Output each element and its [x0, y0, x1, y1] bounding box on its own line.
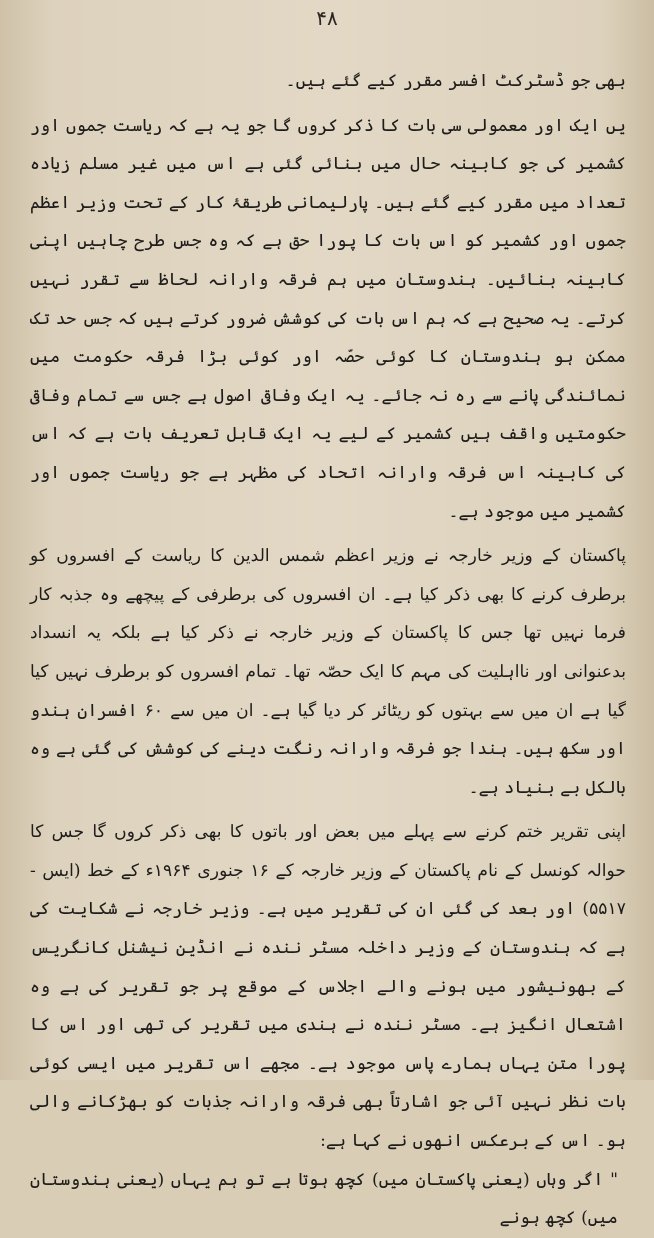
paragraph-2: یں ایک اور معمولی سی بات کا ذکر کروں گا جو یہ ہے کہ ریاست جموں اور کشمیر کی جو کابینہ حال میں بنائی گئی ہے اس میں غیر مسلم زیادہ تعداد میں مقرر کیے گئے ہیں۔ پارلیمانی طریقۂ کار کے تحت وزیر اعظم جموں اور کشمیر کو اس بات کا پورا حق ہے کہ وہ جس طرح چاہیں اپنی کابینہ بنائیں۔ ہندوستان میں ہم فرقہ وارانہ لحاظ سے تقرر نہیں کرتے۔ یہ صحیح ہے کہ ہم اس بات کی کوشش ضرور کرتے ہیں کہ جس حد تک ممکن ہو ہندوستان کا کوئی حصّہ اور کوئی بڑا فرقہ حکومت میں نمائندگی پانے سے رہ نہ جائے۔ یہ ایک وفاقی اصول ہے جس سے تمام وفاقی حکومتیں واقف ہیں کشمیر کے لیے یہ ایک قابل تعریف بات ہے کہ اس کی کابینہ اس فرقہ وارانہ اتحاد کی مظہر ہے جو ریاست جموں اور کشمیر میں موجود ہے۔	[30, 115, 626, 522]
page-number: ۴۸	[316, 6, 338, 30]
paragraph-3: پاکستان کے وزیر خارجہ نے وزیر اعظم شمس الدین کا ریاست کے افسروں کو برطرف کرنے کا بھی ذکر کیا ہے۔ ان افسروں کی برطرفی کے پیچھے وہ جذبہ کار فرما نہیں تھا جس کا پاکستان کے وزیر خارجہ نے ذکر کیا ہے بلکہ یہ انسداد بدعنوانی اور نااہلیت کی مہم کا ایک حصّہ تھا۔ تمام افسروں کو برطرف نہیں کیا گیا ہے ان میں سے بہتوں کو ریٹائر کر دیا گیا ہے۔ ان میں سے ۶۰ افسران ہندو اور سکھ ہیں۔ ہندا جو فرقہ وارانہ رنگت دینے کی کوشش کی گئی ہے وہ بالکل بے بنیاد ہے۔	[30, 546, 626, 798]
paragraph-4: اپنی تقریر ختم کرنے سے پہلے میں بعض اور باتوں کا بھی ذکر کروں گا جس کا حوالہ کونسل کے نام پاکستان کے وزیر خارجہ کے ۱۶ جنوری ۱۹۶۴ء کے خط (ایس - ۵۵۱۷) اور بعد کی گئی ان کی تقریر میں ہے۔ وزیر خارجہ نے شکایت کی ہے کہ ہندوستان کے وزیر داخلہ مسٹر نندہ نے انڈین نیشنل کانگریس کے بھونیشور میں ہونے والے اجلاس کے موقع پر جو تقریر کی ہے وہ اشتعال انگیز ہے۔ مسٹر نندہ نے ہندی میں تقریر کی تھی اور اس کا پورا متن یہاں ہمارے پاس موجود ہے۔ مجھے اس تقریر میں ایسی کوئی بات نظر نہیں آئی جو اشارتاً بھی فرقہ وارانہ جذبات کو بھڑکانے والی ہو۔ اس کے برعکس انھوں نے کہا ہے:	[30, 822, 626, 1152]
paragraph-1: بھی جو ڈسٹرکٹ افسر مقرر کیے گئے ہیں۔	[285, 71, 626, 91]
paragraph-5-quote: " اگر وہاں (یعنی پاکستان میں) کچھ ہوتا ہے تو ہم یہاں (یعنی ہندوستان میں) کچھ ہونے	[30, 1169, 618, 1229]
body-text	[30, 62, 626, 1238]
